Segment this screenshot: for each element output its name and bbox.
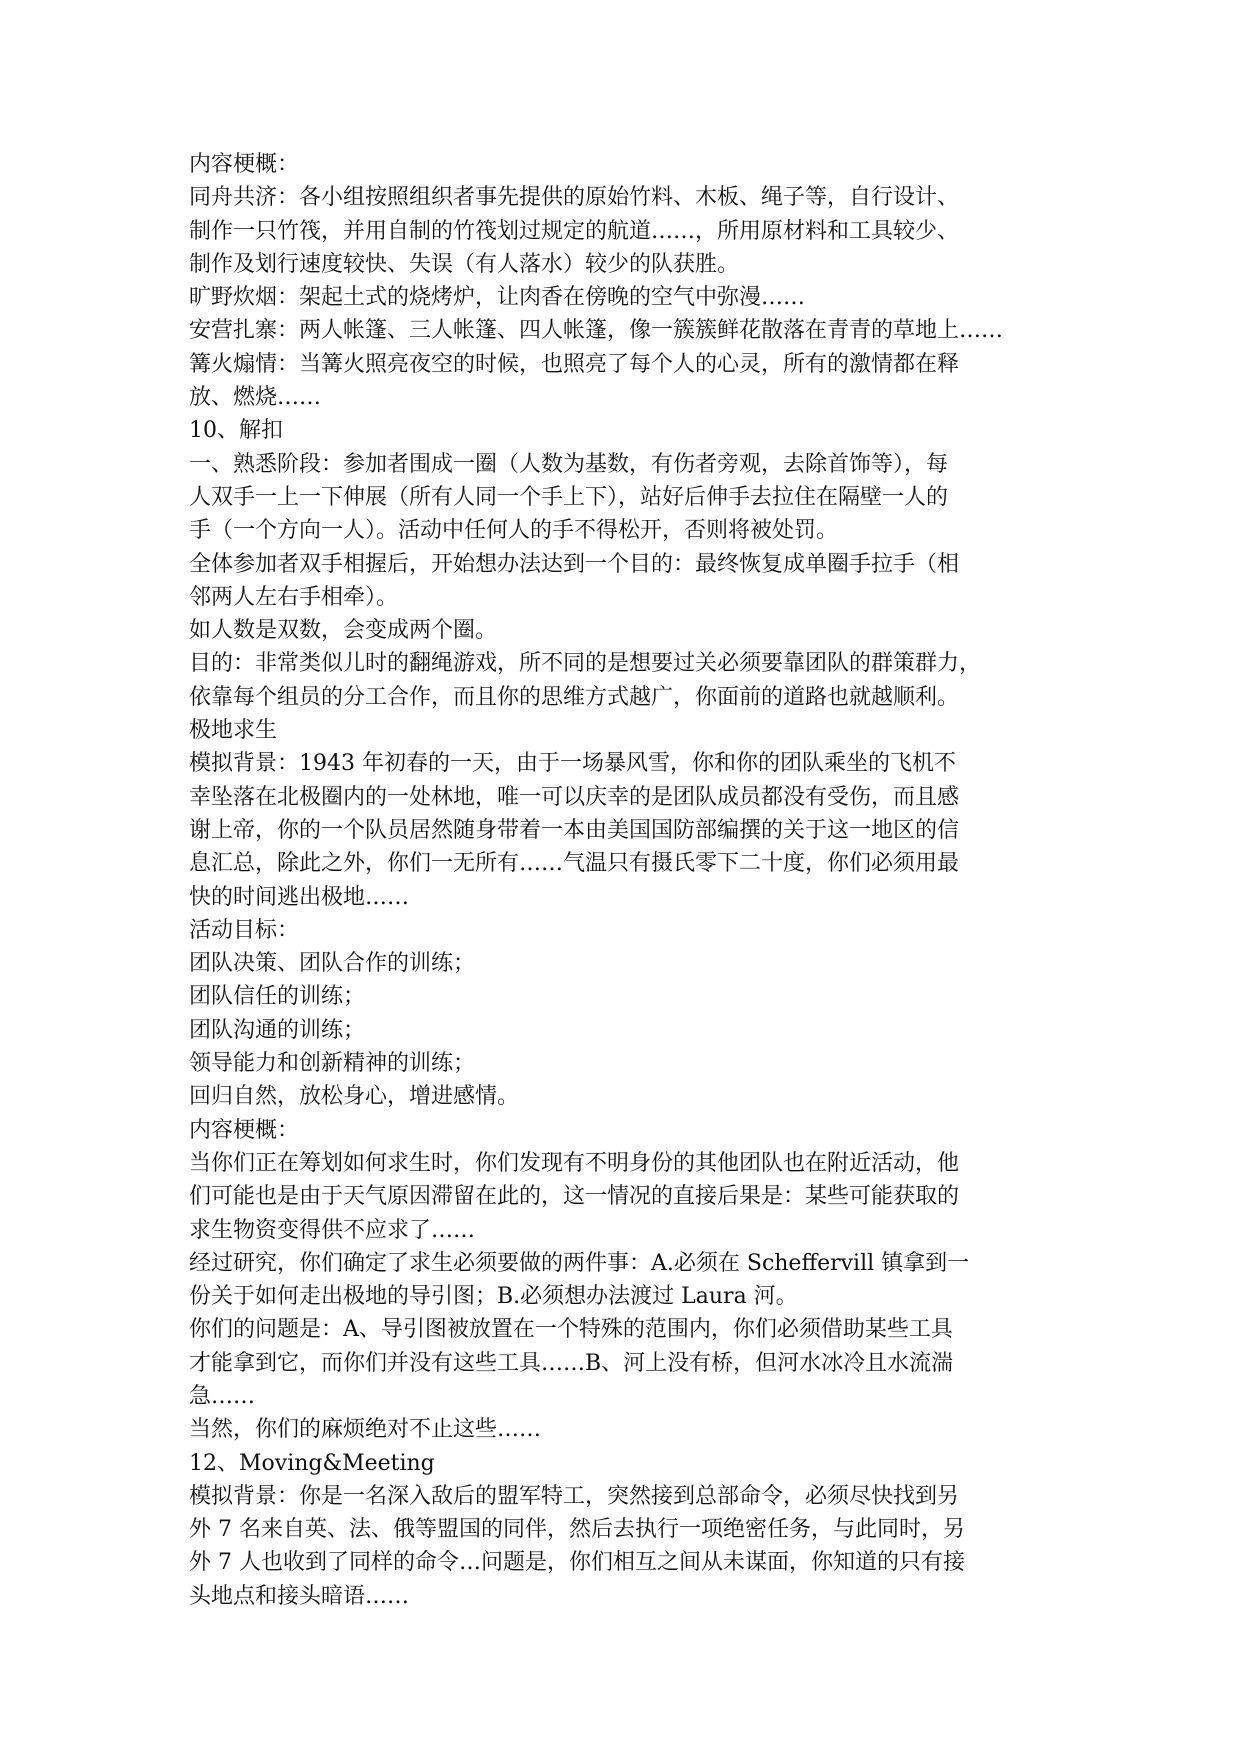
text-line: 目的：非常类似儿时的翻绳游戏，所不同的是想要过关必须要靠团队的群策群力，	[189, 651, 982, 677]
text-line: 幸坠落在北极圈内的一处林地，唯一可以庆幸的是团队成员都没有受伤，而且感	[189, 784, 960, 810]
text-line: 依靠每个组员的分工合作，而且你的思维方式越广，你面前的道路也就越顺利。	[189, 684, 960, 710]
section-heading: 10、解扣	[189, 418, 283, 444]
text-line: 息汇总，除此之外，你们一无所有……气温只有摄氏零下二十度，你们必须用最	[189, 851, 960, 877]
text-line: 篝火煽情：当篝火照亮夜空的时候，也照亮了每个人的心灵，所有的激情都在释	[189, 351, 960, 377]
text-line: 团队决策、团队合作的训练；	[189, 951, 476, 977]
text-line: 模拟背景：你是一名深入敌后的盟军特工，突然接到总部命令，必须尽快找到另	[189, 1483, 960, 1509]
text-line: 急……	[189, 1383, 256, 1409]
text-line: 活动目标：	[189, 917, 300, 943]
text-line: 外 7 名来自英、法、俄等盟国的同伴，然后去执行一项绝密任务，与此同时，另	[189, 1517, 965, 1543]
text-line: 放、燃烧……	[189, 385, 322, 411]
text-line: 手（一个方向一人）。活动中任何人的手不得松开，否则将被处罚。	[189, 518, 839, 544]
text-line: 外 7 人也收到了同样的命令…问题是，你们相互之间从未谋面，你知道的只有接	[189, 1550, 965, 1576]
text-line: 如人数是双数，会变成两个圈。	[189, 618, 498, 644]
text-line: 内容梗概：	[189, 152, 300, 177]
text-line: 团队沟通的训练；	[189, 1017, 366, 1043]
text-line: 制作一只竹筏，并用自制的竹筏划过规定的航道……，所用原材料和工具较少、	[189, 218, 960, 244]
text-line: 内容梗概：	[189, 1117, 300, 1143]
text-line: 回归自然，放松身心，增进感情。	[189, 1084, 520, 1110]
text-line: 安营扎寨：两人帐篷、三人帐篷、四人帐篷，像一簇簇鲜花散落在青青的草地上……	[189, 318, 1004, 344]
section-heading: 12、Moving&Meeting	[189, 1450, 435, 1476]
text-line: 才能拿到它，而你们并没有这些工具……B、河上没有桥，但河水冰冷且水流湍	[189, 1350, 954, 1376]
text-line: 团队信任的训练；	[189, 984, 366, 1010]
text-line: 你们的问题是：A、导引图被放置在一个特殊的范围内，你们必须借助某些工具	[189, 1317, 953, 1343]
text-line: 当然，你们的麻烦绝对不止这些……	[189, 1417, 542, 1443]
text-line: 份关于如何走出极地的导引图；B.必须想办法渡过 Laura 河。	[189, 1284, 798, 1310]
text-line: 制作及划行速度较快、失误（有人落水）较少的队获胜。	[189, 251, 740, 277]
section-heading: 极地求生	[189, 718, 278, 744]
text-line: 谢上帝，你的一个队员居然随身带着一本由美国国防部编撰的关于这一地区的信	[189, 817, 960, 843]
text-line: 同舟共济：各小组按照组织者事先提供的原始竹料、木板、绳子等，自行设计、	[189, 185, 960, 211]
text-line: 全体参加者双手相握后，开始想办法达到一个目的：最终恢复成单圈手拉手（相	[189, 551, 960, 577]
text-line: 人双手一上一下伸展（所有人同一个手上下），站好后伸手去拉住在隔壁一人的	[189, 484, 949, 510]
text-line: 头地点和接头暗语……	[189, 1583, 410, 1609]
document-body	[189, 148, 1059, 1613]
text-line: 旷野炊烟：架起土式的烧烤炉，让肉香在傍晚的空气中弥漫……	[189, 285, 806, 311]
text-line: 领导能力和创新精神的训练；	[189, 1051, 476, 1077]
text-line: 邻两人左右手相牵）。	[189, 584, 399, 610]
text-line: 模拟背景：1943 年初春的一天，由于一场暴风雪，你和你的团队乘坐的飞机不	[189, 751, 956, 777]
text-line: 当你们正在筹划如何求生时，你们发现有不明身份的其他团队也在附近活动，他	[189, 1150, 960, 1176]
text-line: 经过研究，你们确定了求生必须要做的两件事：A.必须在 Scheffervill 镇拿到一	[189, 1250, 970, 1276]
text-line: 们可能也是由于天气原因滞留在此的，这一情况的直接后果是：某些可能获取的	[189, 1184, 960, 1210]
text-line: 一、熟悉阶段：参加者围成一圈（人数为基数，有伤者旁观，去除首饰等），每	[189, 451, 949, 477]
text-line: 求生物资变得供不应求了……	[189, 1217, 476, 1243]
text-line: 快的时间逃出极地……	[189, 884, 410, 910]
